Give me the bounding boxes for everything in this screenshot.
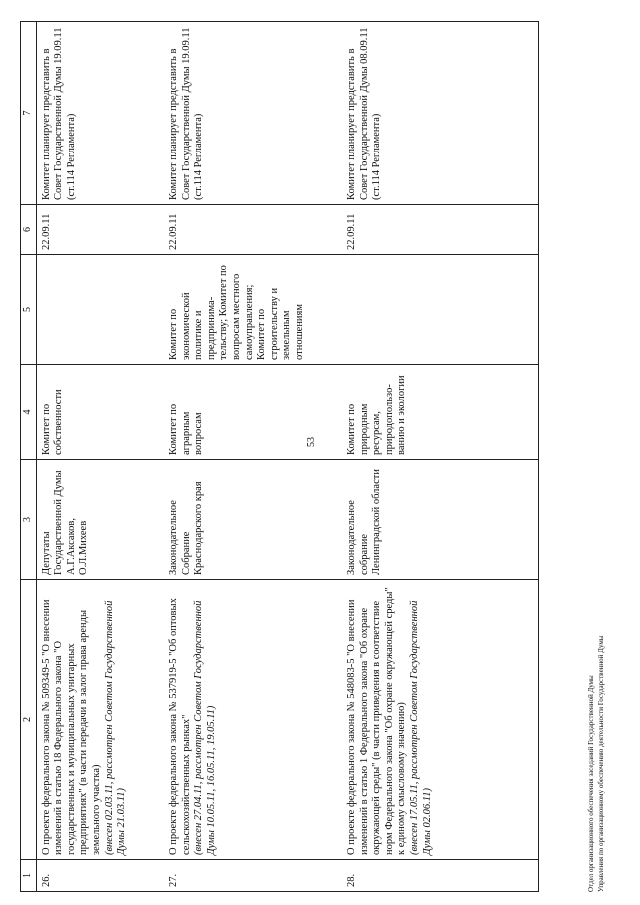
column-header: 2 xyxy=(21,580,37,860)
review-date: 22.09.11 xyxy=(342,205,538,255)
bill-note: (внесен 27.04.11, рассмотрен Советом Государственной Думы 10.05.11, 16.05.11, 19.05.11) xyxy=(193,600,217,855)
responsible-committee: Комитет по природным ресурсам, природопользо-ванию и экологии xyxy=(342,365,538,460)
responsible-committee: Комитет по собственности xyxy=(36,365,164,460)
row-number: 27. xyxy=(164,860,342,892)
remark: Комитет планирует представить в Совет Государственной Думы 08.09.11 (ст.114 Регламента) xyxy=(342,22,538,205)
footer-line: Отдел организационного обеспечения заседаний Государственной Думы xyxy=(587,675,595,892)
column-header: 7 xyxy=(21,22,37,205)
table-header-row xyxy=(21,22,37,892)
review-date: 22.09.11 xyxy=(36,205,164,255)
bill-title: О проекте федерального закона № 548083-5 "О внесении изменений в статью 1 Федерального закона "Об охране окружающей среды" (в части приведения в соответствие норм Федерального закона "Об охране окружающей среды" к единому смысловому значению) xyxy=(346,587,408,855)
responsible-committee: Комитет по аграрным вопросам xyxy=(164,365,342,460)
initiator: Законодательное Собрание Краснодарского края xyxy=(164,460,342,580)
column-header: 1 xyxy=(21,860,37,892)
review-date: 22.09.11 xyxy=(164,205,342,255)
footer xyxy=(586,636,606,892)
row-number: 26. xyxy=(36,860,164,892)
bill-title-cell xyxy=(342,580,538,860)
co-committees xyxy=(36,255,164,365)
bill-title: О проекте федерального закона № 509349-5 "О внесении изменений в статью 18 Федерального закона "О государственных и муниципальных унитарных предприятиях" (в части передачи в залог права аренды земельного участка) xyxy=(40,599,102,855)
co-committees: Комитет по экономической политике и предпринима-тельству; Комитет по вопросам местного самоуправления; Комитет по строительству и земельным отношениям xyxy=(164,255,342,365)
page-number: 53 xyxy=(306,437,317,447)
column-header: 4 xyxy=(21,365,37,460)
co-committees xyxy=(342,255,538,365)
row-number: 28. xyxy=(342,860,538,892)
table-row xyxy=(342,22,538,892)
remark: Комитет планирует представить в Совет Государственной Думы 19.09.11 (ст.114 Регламента) xyxy=(164,22,342,205)
column-header: 5 xyxy=(21,255,37,365)
bill-note: (внесен 02.03.11, рассмотрен Советом Государственной Думы 21.03.11) xyxy=(103,600,128,855)
initiator: Законодательное собрание Ленинградской области xyxy=(342,460,538,580)
bill-note: (внесен 17.05.11, рассмотрен Советом Государственной Думы 02.06.11) xyxy=(409,600,433,855)
bill-title: О проекте федерального закона № 537919-5 "Об оптовых сельскохозяйственных рынках" xyxy=(168,598,192,855)
table-row xyxy=(164,22,342,892)
table-row xyxy=(36,22,164,892)
bill-title-cell xyxy=(36,580,164,860)
initiator: Депутаты Государственной Думы А.Г.Аксаков, О.Л.Михеев xyxy=(36,460,164,580)
footer-line: Управления по организационному обеспечению деятельности Государственной Думы xyxy=(597,635,605,892)
remark: Комитет планирует представить в Совет Государственной Думы 19.09.11 (ст.114 Регламента) xyxy=(36,22,164,205)
rotated-page xyxy=(20,2,620,892)
bills-table xyxy=(20,21,539,892)
column-header: 3 xyxy=(21,460,37,580)
bill-title-cell xyxy=(164,580,342,860)
column-header: 6 xyxy=(21,205,37,255)
